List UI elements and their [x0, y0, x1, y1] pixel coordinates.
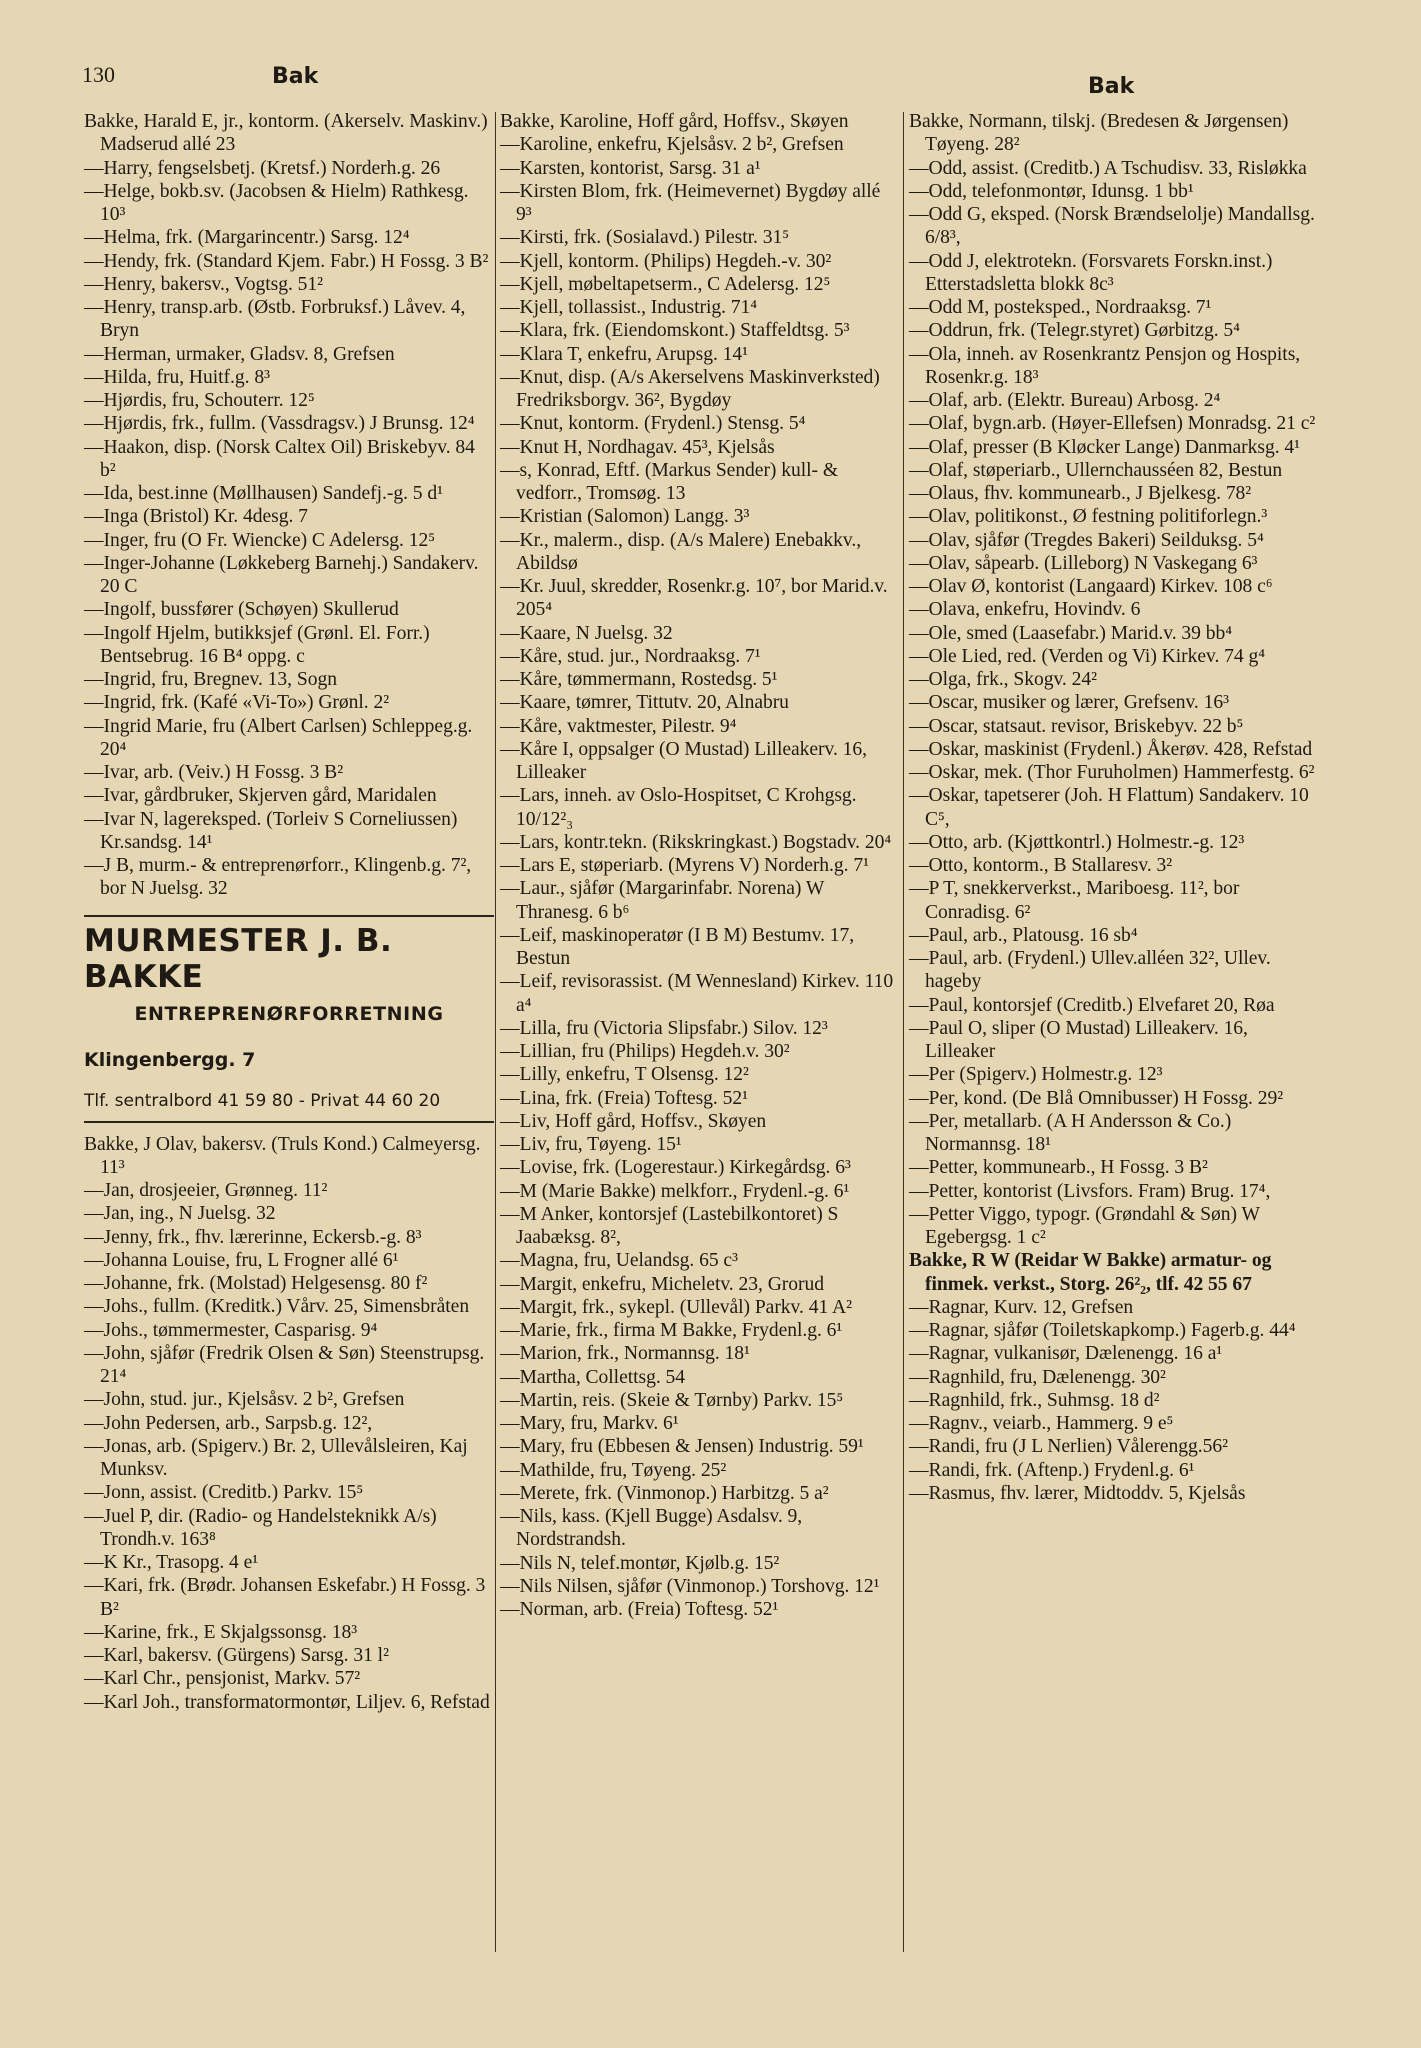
directory-entry: —P T, snekkerverkst., Mariboesg. 11², bor Conradisg. 6² — [909, 878, 1240, 923]
directory-entry: —Ivar, gårdbruker, Skjerven gård, Maridalen — [84, 785, 437, 807]
directory-entry: —Per, metallarb. (A H Andersson & Co.) Normannsg. 18¹ — [909, 1110, 1232, 1155]
column-1 — [84, 110, 494, 1714]
directory-entry: —Juel P, dir. (Radio- og Handelsteknikk A/s) Trondh.v. 163⁸ — [84, 1505, 437, 1550]
ad-address: Klingenbergg. 7 — [84, 1048, 256, 1071]
ad-subtitle: ENTREPRENØRFORRETNING — [134, 1002, 444, 1025]
directory-entry: —Ragnhild, fru, Dælenengg. 30² — [909, 1366, 1166, 1388]
directory-entry: —Ivar, arb. (Veiv.) H Fossg. 3 B² — [84, 762, 344, 783]
directory-entry: —Kirsten Blom, frk. (Heimevernet) Bygdøy allé 9³ — [500, 180, 881, 225]
directory-entry: Bakke, Normann, tilskj. (Bredesen & Jørgensen) Tøyeng. 28² — [909, 111, 1289, 156]
directory-entry: —Hjørdis, frk., fullm. (Vassdragsv.) J Brunsg. 12⁴ — [84, 413, 475, 435]
directory-entry: —Henry, transp.arb. (Østb. Forbruksf.) Låvev. 4, Bryn — [84, 297, 466, 342]
directory-entry: —Jenny, frk., fhv. lærerinne, Eckersb.-g. 8³ — [84, 1226, 422, 1248]
directory-entry: —Kjell, møbeltapetserm., C Adelersg. 12⁵ — [500, 273, 831, 295]
directory-entry: —Olav, politikonst., Ø festning politiforlegn.³ — [909, 506, 1268, 528]
directory-entry: —Olava, enkefru, Hovindv. 6 — [909, 599, 1141, 621]
directory-entry: —Inger-Johanne (Løkkeberg Barnehj.) Sandakerv. 20 C — [84, 552, 479, 597]
directory-entry: —Ole Lied, red. (Verden og Vi) Kirkev. 74 g⁴ — [909, 645, 1266, 667]
directory-entry: —Karsten, kontorist, Sarsg. 31 a¹ — [500, 157, 761, 179]
directory-entry: —Ragnhild, frk., Suhmsg. 18 d² — [909, 1389, 1160, 1411]
page-number: 130 — [82, 62, 115, 87]
directory-entry: —Kirsti, frk. (Sosialavd.) Pilestr. 31⁵ — [500, 227, 789, 249]
directory-entry: —Karl, bakersv. (Gürgens) Sarsg. 31 l² — [84, 1645, 389, 1666]
directory-entry: —M Anker, kontorsjef (Lastebilkontoret) S Jaabæksg. 8², — [500, 1203, 839, 1248]
directory-entry: —M (Marie Bakke) melkforr., Frydenl.-g. 6¹ — [500, 1180, 850, 1202]
directory-entry: —Mary, fru (Ebbesen & Jensen) Industrig. 59¹ — [500, 1436, 864, 1458]
ad-phone: Tlf. sentralbord 41 59 80 - Privat 44 60 20 — [84, 1090, 441, 1111]
directory-entry: —Ida, best.inne (Møllhausen) Sandefj.-g. 5 d¹ — [84, 483, 443, 504]
directory-entry: Bakke, Harald E, jr., kontorm. (Akerselv. Maskinv.) Madserud allé 23 — [84, 111, 488, 156]
directory-entry: —Odd, telefonmontør, Idunsg. 1 bb¹ — [909, 180, 1194, 202]
directory-entry: —Johanne, frk. (Molstad) Helgesensg. 80 f² — [84, 1273, 428, 1294]
directory-entry: —Kjell, tollassist., Industrig. 71⁴ — [500, 297, 758, 318]
directory-entry: —Kristian (Salomon) Langg. 3³ — [500, 506, 750, 528]
directory-entry: —Paul, arb. (Frydenl.) Ullev.alléen 32², Ullev. hageby — [909, 948, 1271, 993]
directory-entry: —Oscar, musiker og lærer, Grefsenv. 16³ — [909, 692, 1229, 714]
directory-entry: —Martha, Collettsg. 54 — [500, 1366, 686, 1388]
directory-entry: —Per, kond. (De Blå Omnibusser) H Fossg. 29² — [909, 1087, 1284, 1109]
directory-entry: —Mary, fru, Markv. 6¹ — [500, 1413, 679, 1434]
directory-entry: —Hilda, fru, Huitf.g. 8³ — [84, 366, 270, 388]
entry-list — [84, 110, 494, 901]
entry-list — [500, 110, 898, 1621]
ad-title: MURMESTER J. B. BAKKE — [84, 922, 393, 995]
column-divider — [495, 112, 496, 1952]
bold-entry: Bakke, R W (Reidar W Bakke) armatur- og finmek. verkst., Storg. 26²₂, tlf. 42 55 67 — [909, 1250, 1272, 1295]
directory-entry: —Helma, frk. (Margarincentr.) Sarsg. 12⁴ — [84, 227, 410, 249]
directory-entry: —Kr. Juul, skredder, Rosenkr.g. 10⁷, bor Marid.v. 205⁴ — [500, 576, 888, 621]
directory-entry: —Kåre, vaktmester, Pilestr. 9⁴ — [500, 715, 737, 737]
directory-entry: —Knut, disp. (A/s Akerselvens Maskinverksted) Fredriksborgv. 36², Bygdøy — [500, 366, 880, 411]
directory-entry: —Kr., malerm., disp. (A/s Malere) Enebakkv., Abildsø — [500, 529, 862, 574]
directory-entry: —Marie, frk., firma M Bakke, Frydenl.g. 6¹ — [500, 1320, 843, 1341]
directory-entry: —Lina, frk. (Freia) Toftesg. 52¹ — [500, 1087, 748, 1109]
directory-entry: —Kåre I, oppsalger (O Mustad) Lilleakerv. 16, Lilleaker — [500, 738, 868, 783]
directory-entry: —Karl Joh., transformatormontør, Liljev. 6, Refstad — [84, 1691, 490, 1713]
directory-entry: —Laur., sjåfør (Margarinfabr. Norena) W Thranesg. 6 b⁶ — [500, 878, 824, 923]
directory-entry: —Helge, bokb.sv. (Jacobsen & Hielm) Rathkesg. 10³ — [84, 180, 469, 225]
directory-entry: —Liv, fru, Tøyeng. 15¹ — [500, 1134, 682, 1155]
directory-entry: —Randi, frk. (Aftenp.) Frydenl.g. 6¹ — [909, 1459, 1195, 1481]
directory-entry: —Olaf, støperiarb., Ullernchausséen 82, Bestun — [909, 459, 1283, 481]
directory-entry: —Lars, kontr.tekn. (Rikskringkast.) Bogstadv. 20⁴ — [500, 831, 892, 853]
directory-entry: —Ole, smed (Laasefabr.) Marid.v. 39 bb⁴ — [909, 622, 1233, 644]
directory-entry: —Oskar, tapetserer (Joh. H Flattum) Sandakerv. 10 C⁵, — [909, 785, 1309, 830]
directory-entry: —Jonas, arb. (Spigerv.) Br. 2, Ullevålsleiren, Kaj Munksv. — [84, 1435, 468, 1480]
directory-entry: —Inger, fru (O Fr. Wiencke) C Adelersg. 12⁵ — [84, 529, 435, 551]
directory-entry: —Paul, arb., Platousg. 16 sb⁴ — [909, 924, 1138, 946]
directory-entry: —Nils, kass. (Kjell Bugge) Asdalsv. 9, Nordstrandsh. — [500, 1506, 803, 1551]
directory-entry: —Olav Ø, kontorist (Langaard) Kirkev. 108 c⁶ — [909, 576, 1273, 597]
directory-entry: —John Pedersen, arb., Sarpsb.g. 12², — [84, 1412, 373, 1434]
directory-entry: —Olav, såpearb. (Lilleborg) N Vaskegang 6³ — [909, 552, 1258, 574]
directory-entry: —Kjell, kontorm. (Philips) Hegdeh.-v. 30² — [500, 250, 832, 272]
directory-entry: —Olaf, presser (B Kløcker Lange) Danmarksg. 4¹ — [909, 436, 1300, 458]
directory-entry: —Otto, kontorm., B Stallaresv. 3² — [909, 855, 1173, 876]
directory-entry: —Ingrid Marie, fru (Albert Carlsen) Schleppeg.g. 20⁴ — [84, 715, 473, 760]
directory-entry: —K Kr., Trasopg. 4 e¹ — [84, 1552, 259, 1573]
directory-entry: —Lars E, støperiarb. (Myrens V) Norderh.g. 7¹ — [500, 855, 869, 876]
running-header-right: Bak — [1088, 74, 1135, 99]
directory-entry: —s, Konrad, Eftf. (Markus Sender) kull- & vedforr., Tromsøg. 13 — [500, 459, 839, 504]
directory-entry: —Jan, drosjeeier, Grønneg. 11² — [84, 1180, 328, 1201]
directory-entry: —Olaf, bygn.arb. (Høyer-Ellefsen) Monradsg. 21 c² — [909, 413, 1316, 435]
directory-entry: —Ivar N, lagereksped. (Torleiv S Corneliussen) Kr.sandsg. 14¹ — [84, 808, 458, 853]
directory-entry: —Klara T, enkefru, Arupsg. 14¹ — [500, 343, 748, 365]
directory-entry: —Odd G, eksped. (Norsk Brændselolje) Mandallsg. 6/8³, — [909, 204, 1315, 249]
directory-entry: —Hjørdis, fru, Schouterr. 12⁵ — [84, 390, 315, 411]
directory-entry: —Harry, fengselsbetj. (Kretsf.) Norderh.g. 26 — [84, 157, 441, 179]
directory-entry: —Inga (Bristol) Kr. 4desg. 7 — [84, 506, 308, 528]
directory-entry: —Olaf, arb. (Elektr. Bureau) Arbosg. 2⁴ — [909, 390, 1221, 411]
directory-entry: —Marion, frk., Normannsg. 18¹ — [500, 1343, 750, 1365]
directory-entry: —Olav, sjåfør (Tregdes Bakeri) Seilduksg. 5⁴ — [909, 529, 1264, 551]
column-2 — [500, 110, 898, 1621]
directory-entry: —Leif, maskinoperatør (I B M) Bestumv. 17, Bestun — [500, 924, 855, 969]
directory-entry: —Karine, frk., E Skjalgssonsg. 18³ — [84, 1621, 358, 1643]
directory-entry: —Petter, kontorist (Livsfors. Fram) Brug. 17⁴, — [909, 1180, 1271, 1202]
directory-entry: —Odd, assist. (Creditb.) A Tschudisv. 33, Risløkka — [909, 157, 1307, 179]
entry-list — [84, 1133, 494, 1714]
directory-entry: —Ragnar, Kurv. 12, Grefsen — [909, 1296, 1134, 1318]
directory-entry: —John, stud. jur., Kjelsåsv. 2 b², Grefsen — [84, 1389, 405, 1411]
directory-entry: —Kåre, tømmermann, Rostedsg. 5¹ — [500, 669, 778, 690]
directory-entry: —Lars, inneh. av Oslo-Hospitset, C Krohgsg. 10/12²₃ — [500, 785, 857, 830]
directory-entry: —Karoline, enkefru, Kjelsåsv. 2 b², Grefsen — [500, 134, 844, 156]
directory-entry: —Kåre, stud. jur., Nordraaksg. 7¹ — [500, 645, 761, 667]
directory-entry: —Lilla, fru (Victoria Slipsfabr.) Silov. 12³ — [500, 1017, 828, 1039]
directory-entry: —Martin, reis. (Skeie & Tørnby) Parkv. 15⁵ — [500, 1389, 844, 1411]
directory-entry: —Liv, Hoff gård, Hoffsv., Skøyen — [500, 1110, 767, 1132]
directory-entry: —Henry, bakersv., Vogtsg. 51² — [84, 273, 323, 295]
directory-entry: —Leif, revisorassist. (M Wennesland) Kirkev. 110 a⁴ — [500, 971, 894, 1016]
directory-entry: —Margit, frk., sykepl. (Ullevål) Parkv. 41 A² — [500, 1296, 852, 1318]
directory-entry: —Hendy, frk. (Standard Kjem. Fabr.) H Fossg. 3 B² — [84, 250, 489, 272]
directory-entry: —Norman, arb. (Freia) Toftesg. 52¹ — [500, 1599, 779, 1620]
directory-entry: —Lovise, frk. (Logerestaur.) Kirkegårdsg. 6³ — [500, 1157, 851, 1179]
directory-entry: —Paul, kontorsjef (Creditb.) Elvefaret 20, Røa — [909, 994, 1275, 1016]
directory-entry: —Olaus, fhv. kommunearb., J Bjelkesg. 78² — [909, 483, 1252, 504]
directory-entry: —Magna, fru, Uelandsg. 65 c³ — [500, 1250, 738, 1272]
directory-entry: —Rasmus, fhv. lærer, Midtoddv. 5, Kjelsås — [909, 1482, 1246, 1504]
directory-entry: —Nils N, telef.montør, Kjølb.g. 15² — [500, 1552, 780, 1574]
directory-entry: —Petter Viggo, typogr. (Grøndahl & Søn) W Egebergsg. 1 c² — [909, 1203, 1260, 1248]
directory-entry: Bakke, Karoline, Hoff gård, Hoffsv., Skøyen — [500, 111, 849, 132]
directory-entry: —Merete, frk. (Vinmonop.) Harbitzg. 5 a² — [500, 1482, 829, 1504]
directory-entry: —Ingolf Hjelm, butikksjef (Grønl. El. Forr.) Bentsebrug. 16 B⁴ oppg. c — [84, 622, 430, 667]
directory-entry: —Per (Spigerv.) Holmestr.g. 12³ — [909, 1064, 1163, 1086]
column-3 — [909, 110, 1319, 1505]
directory-entry: —Haakon, disp. (Norsk Caltex Oil) Briskebyv. 84 b² — [84, 436, 475, 481]
directory-entry: —Olga, frk., Skogv. 24² — [909, 669, 1097, 690]
directory-entry: —Johs., fullm. (Kreditk.) Vårv. 25, Simensbråten — [84, 1296, 470, 1318]
running-header-left: Bak — [272, 64, 319, 89]
directory-entry: —Ingrid, frk. (Kafé «Vi-To») Grønl. 2² — [84, 692, 390, 714]
directory-entry: —Oskar, maskinist (Frydenl.) Åkerøv. 428, Refstad — [909, 738, 1313, 760]
directory-entry: —Lillian, fru (Philips) Hegdeh.v. 30² — [500, 1041, 790, 1062]
directory-entry: —Jonn, assist. (Creditb.) Parkv. 15⁵ — [84, 1482, 364, 1504]
directory-entry: —Randi, fru (J L Nerlien) Vålerengg.56² — [909, 1436, 1228, 1458]
directory-entry: —Odd M, posteksped., Nordraaksg. 7¹ — [909, 297, 1212, 318]
directory-entry: —Ragnar, sjåfør (Toiletskapkomp.) Fagerb.g. 44⁴ — [909, 1320, 1296, 1341]
column-divider — [903, 112, 904, 1952]
directory-entry: —Kari, frk. (Brødr. Johansen Eskefabr.) H Fossg. 3 B² — [84, 1575, 486, 1620]
directory-entry: —Ragnar, vulkanisør, Dælenengg. 16 a¹ — [909, 1343, 1223, 1365]
directory-entry: —Klara, frk. (Eiendomskont.) Staffeldtsg. 5³ — [500, 320, 850, 342]
directory-entry: —John, sjåfør (Fredrik Olsen & Søn) Steenstrupsg. 21⁴ — [84, 1342, 485, 1387]
directory-entry: —J B, murm.- & entreprenørforr., Klingenb.g. 7², bor N Juelsg. 32 — [84, 855, 472, 900]
directory-entry: —Ingrid, fru, Bregnev. 13, Sogn — [84, 669, 337, 690]
advertisement-box — [84, 915, 494, 1123]
directory-entry: —Oddrun, frk. (Telegr.styret) Gørbitzg. 5⁴ — [909, 320, 1240, 342]
directory-entry: Bakke, J Olav, bakersv. (Truls Kond.) Calmeyersg. 11³ — [84, 1133, 481, 1178]
directory-entry: —Ingolf, bussfører (Schøyen) Skullerud — [84, 599, 399, 621]
directory-entry: —Kaare, tømrer, Tittutv. 20, Alnabru — [500, 692, 789, 714]
entry-list — [909, 110, 1319, 1249]
directory-entry: —Karl Chr., pensjonist, Markv. 57² — [84, 1668, 361, 1690]
directory-entry: —Kaare, N Juelsg. 32 — [500, 622, 673, 644]
directory-entry: —Petter, kommunearb., H Fossg. 3 B² — [909, 1157, 1208, 1179]
directory-entry: —Johs., tømmermester, Casparisg. 9⁴ — [84, 1319, 378, 1341]
directory-entry: —Paul O, sliper (O Mustad) Lilleakerv. 16, Lilleaker — [909, 1017, 1248, 1062]
directory-entry: —Herman, urmaker, Gladsv. 8, Grefsen — [84, 343, 395, 365]
directory-entry: —Mathilde, fru, Tøyeng. 25² — [500, 1459, 727, 1481]
directory-entry: —Odd J, elektrotekn. (Forsvarets Forskn.inst.) Etterstadsletta blokk 8c³ — [909, 250, 1273, 295]
directory-entry: —Ragnv., veiarb., Hammerg. 9 e⁵ — [909, 1413, 1174, 1434]
directory-entry: —Johanna Louise, fru, L Frogner allé 6¹ — [84, 1249, 399, 1271]
directory-entry: —Oskar, mek. (Thor Furuholmen) Hammerfestg. 6² — [909, 762, 1315, 783]
directory-entry: —Otto, arb. (Kjøttkontrl.) Holmestr.-g. 12³ — [909, 831, 1245, 853]
directory-entry: —Lilly, enkefru, T Olsensg. 12² — [500, 1064, 749, 1086]
directory-entry: —Ola, inneh. av Rosenkrantz Pensjon og Hospits, Rosenkr.g. 18³ — [909, 343, 1301, 388]
directory-entry: —Knut H, Nordhagav. 45³, Kjelsås — [500, 436, 775, 458]
directory-entry: —Knut, kontorm. (Frydenl.) Stensg. 5⁴ — [500, 413, 806, 435]
directory-entry: —Oscar, statsaut. revisor, Briskebyv. 22 b⁵ — [909, 715, 1244, 737]
directory-entry: —Margit, enkefru, Micheletv. 23, Grorud — [500, 1273, 824, 1295]
entry-list — [909, 1296, 1319, 1505]
directory-entry: —Nils Nilsen, sjåfør (Vinmonop.) Torshovg. 12¹ — [500, 1575, 880, 1597]
directory-entry: —Jan, ing., N Juelsg. 32 — [84, 1203, 276, 1225]
